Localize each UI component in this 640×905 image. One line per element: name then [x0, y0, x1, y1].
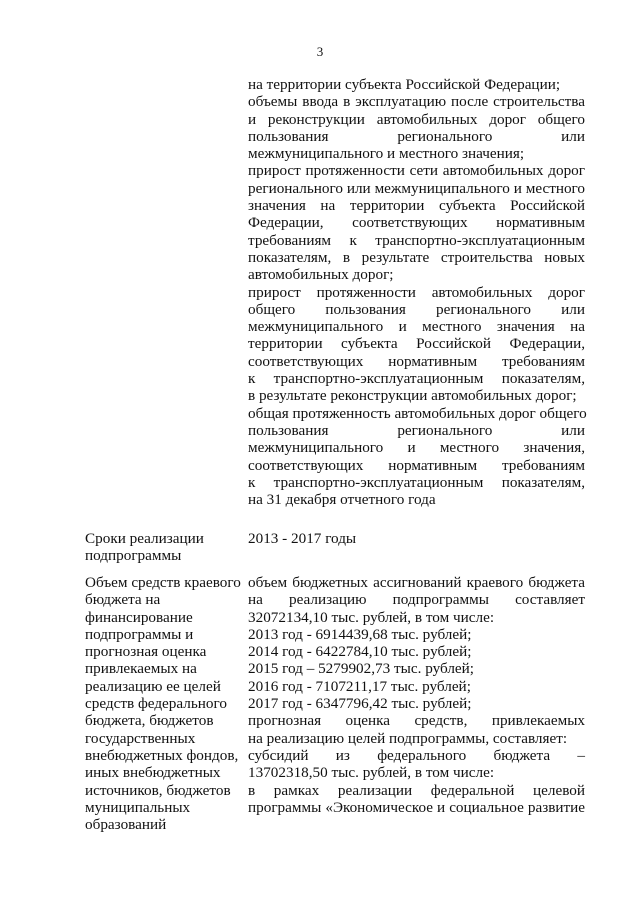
funding-label-line: привлекаемых на: [85, 660, 197, 678]
funding-label-line: бюджета на: [85, 591, 161, 609]
indicator-line: на 31 декабря отчетного года: [248, 491, 436, 509]
terms-label-line: подпрограммы: [85, 547, 182, 565]
indicator-line: регионального или межмуниципального и местного: [248, 179, 585, 197]
funding-value-line: субсидий из федерального бюджета –: [248, 746, 585, 764]
funding-value-line: 2017 год - 6347796,42 тыс. рублей;: [248, 695, 472, 713]
funding-value-line: 32072134,10 тыс. рублей, в том числе:: [248, 608, 495, 626]
funding-label-line: государственных: [85, 729, 196, 747]
terms-label: [85, 530, 235, 565]
funding-value-line: 2016 год - 7107211,17 тыс. рублей;: [248, 677, 471, 695]
funding-label-line: Объем средств краевого: [85, 574, 241, 591]
indicator-line: общего пользования регионального или: [248, 300, 585, 318]
funding-value-line: 2013 год - 6914439,68 тыс. рублей;: [248, 625, 472, 643]
indicator-line: Федерации, соответствующих нормативным: [248, 214, 585, 232]
indicators-text: [248, 76, 585, 508]
indicator-line: значения на территории субъекта Российской: [248, 197, 585, 215]
funding-value-line: 13702318,50 тыс. рублей, в том числе:: [248, 764, 495, 782]
funding-value-line: объем бюджетных ассигнований краевого бюджета: [248, 574, 585, 591]
indicator-line: показателям, в результате строительства новых: [248, 248, 585, 266]
funding-value-line: 2014 год - 6422784,10 тыс. рублей;: [248, 643, 472, 661]
indicator-line: к транспортно-эксплуатационным показателям,: [248, 473, 585, 491]
indicator-line: соответствующих нормативным требованиям: [248, 456, 585, 474]
indicator-line: автомобильных дорог;: [248, 266, 394, 284]
indicator-line: межмуниципального и местного значения;: [248, 145, 525, 163]
terms-label-line: Сроки реализации: [85, 530, 204, 547]
funding-label-line: внебюджетных фондов,: [85, 746, 239, 764]
funding-value-line: на реализацию подпрограммы составляет: [248, 591, 585, 609]
indicator-line: территории субъекта Российской Федерации,: [248, 335, 585, 353]
funding-value-text: [248, 574, 585, 816]
page-number: 3: [316, 44, 324, 59]
funding-label-line: подпрограммы и: [85, 625, 194, 643]
funding-label-line: средств федерального: [85, 695, 227, 713]
funding-label: [85, 574, 241, 834]
indicator-line: общая протяженность автомобильных дорог общего: [248, 404, 587, 422]
funding-label-line: финансирование: [85, 608, 193, 626]
indicator-line: пользования регионального или: [248, 127, 585, 145]
funding-label-line: источников, бюджетов: [85, 781, 231, 799]
funding-label-line: муниципальных: [85, 798, 191, 816]
funding-value-line: программы «Экономическое и социальное развитие: [248, 798, 585, 816]
funding-label-line: бюджета, бюджетов: [85, 712, 214, 730]
funding-label-line: иных внебюджетных: [85, 764, 221, 782]
indicator-line: в результате реконструкции автомобильных дорог;: [248, 387, 577, 405]
indicator-line: объемы ввода в эксплуатацию после строительства: [248, 93, 585, 111]
funding-label-line: реализацию ее целей: [85, 677, 221, 695]
indicator-line: и реконструкции автомобильных дорог общего: [248, 110, 585, 128]
indicator-line: пользования регионального или: [248, 421, 585, 439]
indicator-line: к транспортно-эксплуатационным показателям,: [248, 370, 585, 388]
indicator-line: требованиям к транспортно-эксплуатационным: [248, 231, 585, 249]
funding-value-line: в рамках реализации федеральной целевой: [248, 781, 585, 799]
funding-label-line: прогнозная оценка: [85, 643, 207, 661]
indicator-line: на территории субъекта Российской Федерации;: [248, 76, 561, 93]
indicator-line: прирост протяженности автомобильных дорог: [248, 283, 585, 301]
terms-value: [248, 530, 585, 547]
funding-value-line: 2015 год – 5279902,73 тыс. рублей;: [248, 660, 475, 678]
funding-value-line: прогнозная оценка средств, привлекаемых: [248, 712, 585, 730]
indicator-line: межмуниципального и местного значения,: [248, 439, 585, 457]
terms-value-text: 2013 - 2017 годы: [248, 530, 357, 547]
indicator-line: соответствующих нормативным требованиям: [248, 352, 585, 370]
funding-value-line: на реализацию целей подпрограммы, составляет:: [248, 729, 568, 747]
indicator-line: прирост протяженности сети автомобильных дорог: [248, 162, 585, 180]
funding-label-line: образований: [85, 816, 167, 834]
indicator-line: межмуниципального и местного значения на: [248, 318, 585, 336]
